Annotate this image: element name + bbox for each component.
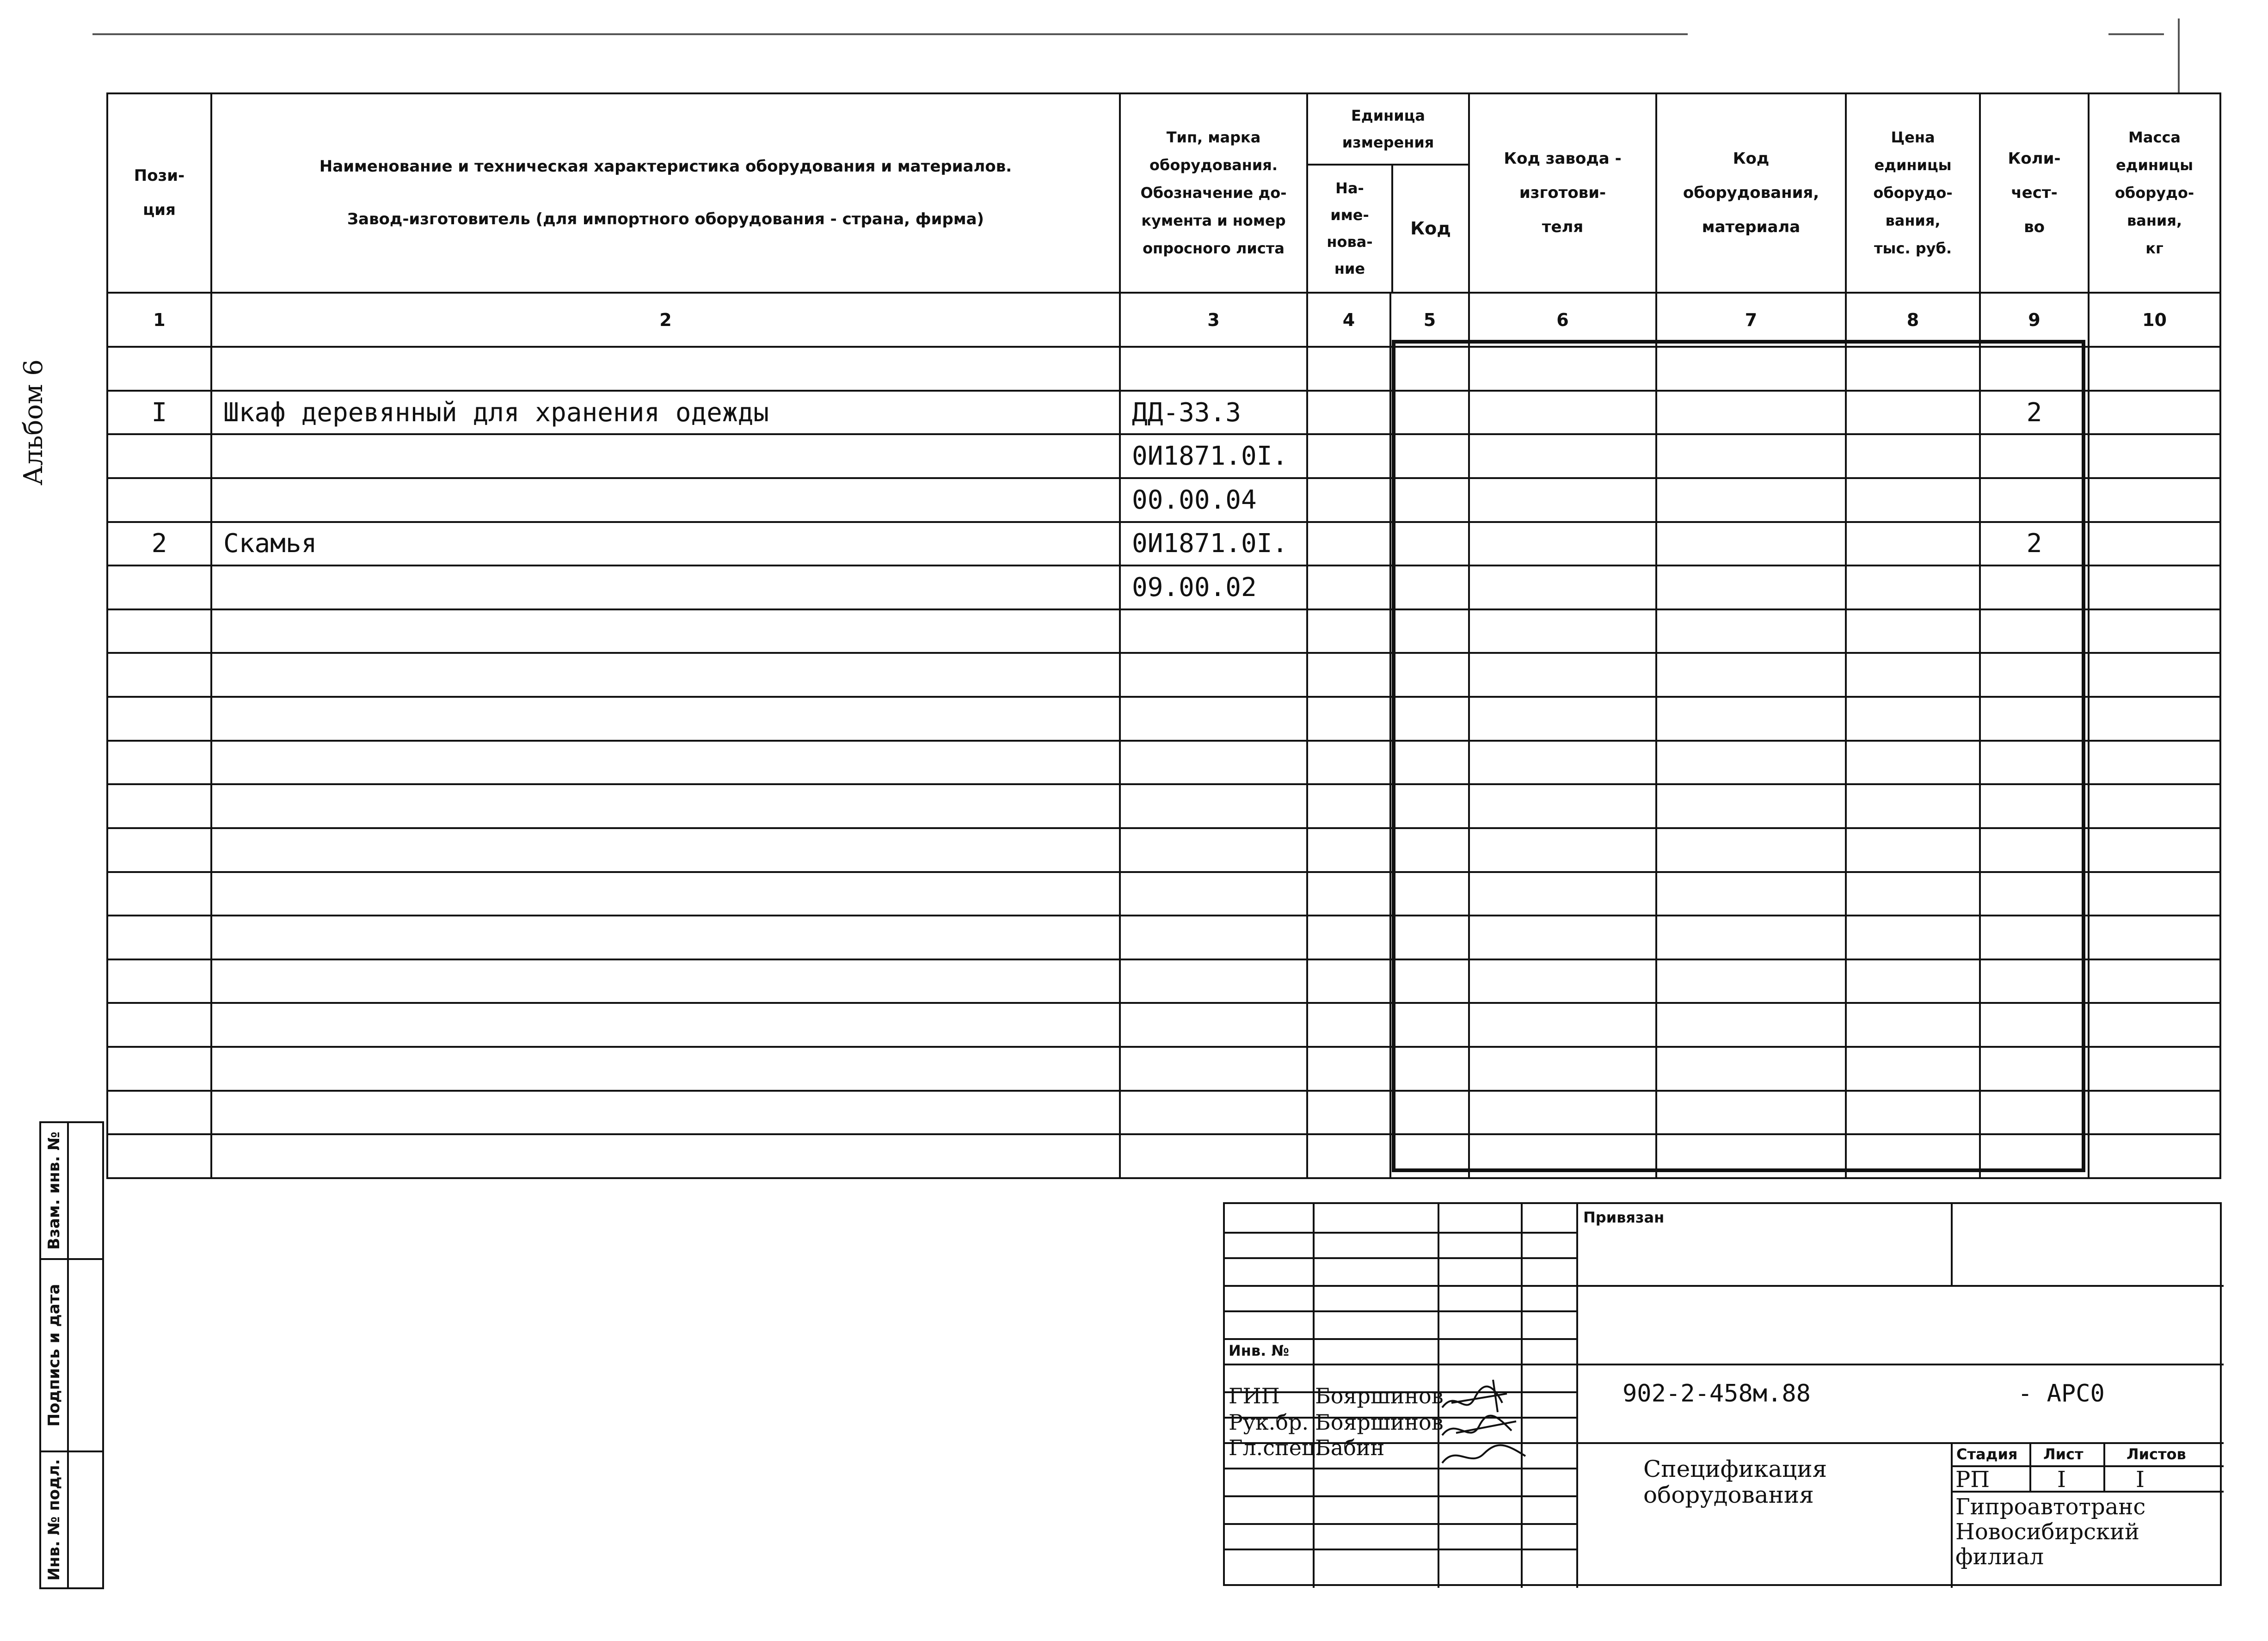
cell-quantity — [1980, 828, 2089, 872]
cell-quantity — [1980, 1091, 2089, 1135]
inv-no-label: Инв. № — [1229, 1342, 1289, 1359]
cell-document — [1120, 1091, 1307, 1135]
cell-unit-code — [1390, 916, 1469, 959]
cell-position — [107, 1134, 211, 1178]
cell-factory-code — [1469, 1134, 1656, 1178]
cell-quantity — [1980, 347, 2089, 391]
header-unit-code: Код — [1392, 165, 1468, 292]
cell-document — [1120, 653, 1307, 697]
cell-unit-code — [1390, 1091, 1469, 1135]
header-row — [107, 93, 2220, 293]
rukbr-role: Рук.бр. — [1229, 1410, 1309, 1435]
cell-factory-code — [1469, 1047, 1656, 1091]
glspec-role: Гл.спец. — [1229, 1435, 1322, 1460]
colnum-2: 2 — [211, 293, 1120, 347]
cell-equipment-code — [1656, 741, 1846, 785]
cell-document — [1120, 697, 1307, 741]
rukbr-name: Бояршинов — [1315, 1410, 1444, 1435]
cell-quantity — [1980, 565, 2089, 609]
table-row — [107, 1091, 2220, 1135]
cell-mass — [2089, 741, 2220, 785]
cell-quantity — [1980, 697, 2089, 741]
cell-name — [211, 347, 1120, 391]
cell-unit-name — [1307, 478, 1390, 522]
cell-equipment-code — [1656, 391, 1846, 435]
header-unit-title-1: Единица — [1351, 107, 1425, 124]
table-row — [107, 959, 2220, 1003]
cell-quantity — [1980, 434, 2089, 478]
cell-mass — [2089, 872, 2220, 916]
table-row — [107, 1047, 2220, 1091]
cell-unit-code — [1390, 959, 1469, 1003]
cell-quantity — [1980, 1134, 2089, 1178]
cell-name: Скамья — [211, 522, 1120, 566]
cell-mass — [2089, 828, 2220, 872]
cell-name — [211, 478, 1120, 522]
side-box-podpis — [39, 1258, 104, 1452]
cell-quantity — [1980, 872, 2089, 916]
gip-name: Бояршинов — [1315, 1383, 1444, 1408]
header-mass: Масса единицы оборудо- вания, кг — [2089, 93, 2220, 293]
cell-unit-code — [1390, 478, 1469, 522]
cell-position — [107, 784, 211, 828]
cell-document: 00.00.04 — [1120, 478, 1307, 522]
cell-quantity — [1980, 959, 2089, 1003]
organization: Гипроавтотранс Новосибирский филиал — [1955, 1494, 2146, 1570]
table-row — [107, 653, 2220, 697]
cell-price — [1846, 1091, 1980, 1135]
table-row — [107, 609, 2220, 653]
cell-unit-name — [1307, 959, 1390, 1003]
cell-quantity — [1980, 1003, 2089, 1047]
cell-factory-code — [1469, 565, 1656, 609]
cell-mass — [2089, 391, 2220, 435]
cell-equipment-code — [1656, 1047, 1846, 1091]
cell-unit-name — [1307, 609, 1390, 653]
header-unit-title-2: измерения — [1342, 134, 1434, 151]
table-row — [107, 347, 2220, 391]
list-value: I — [2057, 1467, 2066, 1493]
cell-unit-name — [1307, 828, 1390, 872]
cell-factory-code — [1469, 959, 1656, 1003]
header-name: Наименование и техническая характеристика оборудования и материалов. Завод-изготовитель (для импортного оборудования - страна, фирма) — [211, 93, 1120, 293]
cell-factory-code — [1469, 916, 1656, 959]
cell-unit-code — [1390, 609, 1469, 653]
cell-position — [107, 565, 211, 609]
table-row — [107, 391, 2220, 435]
cell-factory-code — [1469, 653, 1656, 697]
cell-unit-name — [1307, 1091, 1390, 1135]
top-border-line-right — [2108, 33, 2164, 35]
cell-mass — [2089, 522, 2220, 566]
cell-factory-code — [1469, 609, 1656, 653]
cell-position — [107, 434, 211, 478]
cell-unit-name — [1307, 653, 1390, 697]
cell-position: 2 — [107, 522, 211, 566]
cell-name — [211, 741, 1120, 785]
colnum-5: 5 — [1390, 293, 1469, 347]
side-box-vzam — [39, 1121, 104, 1260]
cell-mass — [2089, 1091, 2220, 1135]
cell-document — [1120, 1134, 1307, 1178]
cell-factory-code — [1469, 478, 1656, 522]
listov-label: Листов — [2127, 1445, 2186, 1463]
stadiya-value: РП — [1955, 1467, 1990, 1493]
cell-price — [1846, 784, 1980, 828]
table-row — [107, 522, 2220, 566]
cell-position — [107, 697, 211, 741]
cell-price — [1846, 434, 1980, 478]
sheet-title: Спецификация оборудования — [1643, 1456, 1827, 1508]
cell-name — [211, 1003, 1120, 1047]
colnum-7: 7 — [1656, 293, 1846, 347]
cell-document — [1120, 872, 1307, 916]
table-row — [107, 478, 2220, 522]
cell-equipment-code — [1656, 959, 1846, 1003]
cell-unit-name — [1307, 872, 1390, 916]
cell-document: 0И1871.0I. — [1120, 434, 1307, 478]
side-box-inv-podl — [39, 1450, 104, 1589]
cell-unit-name — [1307, 697, 1390, 741]
cell-unit-code — [1390, 522, 1469, 566]
cell-position — [107, 1047, 211, 1091]
cell-mass — [2089, 784, 2220, 828]
cell-document — [1120, 828, 1307, 872]
glspec-name: Бабин — [1315, 1435, 1385, 1460]
column-number-row — [107, 293, 2220, 347]
cell-price — [1846, 872, 1980, 916]
cell-unit-code — [1390, 1047, 1469, 1091]
header-quantity: Коли- чест- во — [1980, 93, 2089, 293]
cell-unit-code — [1390, 828, 1469, 872]
cell-name — [211, 697, 1120, 741]
cell-price — [1846, 478, 1980, 522]
cell-equipment-code — [1656, 784, 1846, 828]
cell-price — [1846, 347, 1980, 391]
cell-equipment-code — [1656, 1091, 1846, 1135]
cell-price — [1846, 522, 1980, 566]
cell-equipment-code — [1656, 916, 1846, 959]
colnum-10: 10 — [2089, 293, 2220, 347]
header-unit-name: На- име- нова- ние — [1308, 165, 1392, 292]
cell-unit-name — [1307, 1003, 1390, 1047]
cell-position — [107, 872, 211, 916]
header-unit-group — [1307, 93, 1469, 293]
cell-name — [211, 916, 1120, 959]
top-border-line — [92, 33, 1688, 35]
cell-equipment-code — [1656, 828, 1846, 872]
cell-position — [107, 653, 211, 697]
cell-mass — [2089, 959, 2220, 1003]
cell-factory-code — [1469, 522, 1656, 566]
cell-unit-code — [1390, 872, 1469, 916]
cell-unit-name — [1307, 916, 1390, 959]
table-row — [107, 697, 2220, 741]
cell-unit-name — [1307, 1047, 1390, 1091]
cell-unit-code — [1390, 391, 1469, 435]
cell-factory-code — [1469, 1091, 1656, 1135]
cell-document — [1120, 784, 1307, 828]
cell-name — [211, 872, 1120, 916]
right-border-stub — [2178, 18, 2180, 92]
cell-equipment-code — [1656, 434, 1846, 478]
cell-position — [107, 1003, 211, 1047]
cell-document — [1120, 609, 1307, 653]
cell-document — [1120, 916, 1307, 959]
doc-code: 902-2-458м.88 — [1623, 1380, 1811, 1407]
cell-equipment-code — [1656, 697, 1846, 741]
cell-equipment-code — [1656, 609, 1846, 653]
table-row — [107, 1134, 2220, 1178]
cell-quantity — [1980, 653, 2089, 697]
cell-unit-code — [1390, 697, 1469, 741]
cell-mass — [2089, 434, 2220, 478]
cell-price — [1846, 1134, 1980, 1178]
table-row — [107, 1003, 2220, 1047]
cell-equipment-code — [1656, 565, 1846, 609]
colnum-1: 1 — [107, 293, 211, 347]
cell-factory-code — [1469, 828, 1656, 872]
cell-equipment-code — [1656, 653, 1846, 697]
cell-position — [107, 347, 211, 391]
cell-mass — [2089, 347, 2220, 391]
cell-equipment-code — [1656, 1134, 1846, 1178]
cell-position — [107, 959, 211, 1003]
cell-price — [1846, 1047, 1980, 1091]
cell-price — [1846, 609, 1980, 653]
header-type: Тип, марка оборудования. Обозначение до- кумента и номер опросного листа — [1120, 93, 1307, 293]
table-row — [107, 434, 2220, 478]
cell-name — [211, 1091, 1120, 1135]
cell-unit-name — [1307, 347, 1390, 391]
cell-unit-code — [1390, 741, 1469, 785]
cell-quantity — [1980, 609, 2089, 653]
cell-unit-name — [1307, 434, 1390, 478]
cell-quantity — [1980, 741, 2089, 785]
gip-role: ГИП — [1229, 1383, 1280, 1408]
header-equipment-code: Код оборудования, материала — [1656, 93, 1846, 293]
cell-factory-code — [1469, 1003, 1656, 1047]
table-row — [107, 872, 2220, 916]
album-label: Альбом 6 — [18, 359, 49, 486]
colnum-6: 6 — [1469, 293, 1656, 347]
table-row — [107, 784, 2220, 828]
table-row — [107, 916, 2220, 959]
cell-unit-name — [1307, 1134, 1390, 1178]
cell-equipment-code — [1656, 478, 1846, 522]
cell-unit-code — [1390, 1134, 1469, 1178]
cell-unit-code — [1390, 565, 1469, 609]
cell-mass — [2089, 609, 2220, 653]
cell-mass — [2089, 653, 2220, 697]
cell-quantity: 2 — [1980, 391, 2089, 435]
cell-price — [1846, 565, 1980, 609]
cell-unit-code — [1390, 347, 1469, 391]
cell-document — [1120, 347, 1307, 391]
cell-position — [107, 609, 211, 653]
specification-table — [106, 92, 2221, 1179]
cell-quantity — [1980, 784, 2089, 828]
cell-unit-name — [1307, 522, 1390, 566]
cell-name — [211, 609, 1120, 653]
cell-mass — [2089, 1003, 2220, 1047]
cell-unit-name — [1307, 741, 1390, 785]
cell-document — [1120, 1047, 1307, 1091]
cell-name — [211, 1134, 1120, 1178]
cell-document — [1120, 1003, 1307, 1047]
cell-name — [211, 784, 1120, 828]
cell-name: Шкаф деревянный для хранения одежды — [211, 391, 1120, 435]
cell-factory-code — [1469, 741, 1656, 785]
side-label-inv-podl: Инв. № подл. — [45, 1459, 63, 1581]
cell-price — [1846, 697, 1980, 741]
list-label: Лист — [2043, 1445, 2084, 1463]
cell-quantity: 2 — [1980, 522, 2089, 566]
doc-suffix: - АРС0 — [2018, 1380, 2105, 1407]
colnum-8: 8 — [1846, 293, 1980, 347]
header-price: Цена единицы оборудо- вания, тыс. руб. — [1846, 93, 1980, 293]
cell-mass — [2089, 916, 2220, 959]
cell-unit-code — [1390, 1003, 1469, 1047]
colnum-4: 4 — [1307, 293, 1390, 347]
cell-unit-name — [1307, 565, 1390, 609]
listov-value: I — [2136, 1467, 2145, 1493]
cell-equipment-code — [1656, 872, 1846, 916]
cell-document: 09.00.02 — [1120, 565, 1307, 609]
table-row — [107, 828, 2220, 872]
privyazan-label: Привязан — [1583, 1209, 1665, 1226]
cell-quantity — [1980, 1047, 2089, 1091]
cell-quantity — [1980, 478, 2089, 522]
cell-position — [107, 478, 211, 522]
cell-mass — [2089, 1047, 2220, 1091]
cell-factory-code — [1469, 697, 1656, 741]
cell-document: ДД-33.3 — [1120, 391, 1307, 435]
cell-document — [1120, 959, 1307, 1003]
cell-equipment-code — [1656, 1003, 1846, 1047]
cell-factory-code — [1469, 391, 1656, 435]
cell-document: 0И1871.0I. — [1120, 522, 1307, 566]
cell-factory-code — [1469, 784, 1656, 828]
cell-price — [1846, 916, 1980, 959]
cell-position — [107, 916, 211, 959]
cell-name — [211, 959, 1120, 1003]
table-row — [107, 565, 2220, 609]
signature-marks — [1438, 1375, 1530, 1472]
cell-unit-code — [1390, 434, 1469, 478]
cell-position — [107, 741, 211, 785]
table-row — [107, 741, 2220, 785]
stadiya-label: Стадия — [1956, 1445, 2018, 1463]
cell-mass — [2089, 697, 2220, 741]
cell-position: I — [107, 391, 211, 435]
cell-unit-code — [1390, 653, 1469, 697]
cell-name — [211, 828, 1120, 872]
cell-quantity — [1980, 916, 2089, 959]
cell-unit-name — [1307, 391, 1390, 435]
cell-price — [1846, 1003, 1980, 1047]
cell-price — [1846, 959, 1980, 1003]
title-block — [1223, 1202, 2222, 1586]
colnum-9: 9 — [1980, 293, 2089, 347]
cell-factory-code — [1469, 347, 1656, 391]
cell-equipment-code — [1656, 522, 1846, 566]
cell-name — [211, 565, 1120, 609]
cell-position — [107, 1091, 211, 1135]
cell-price — [1846, 653, 1980, 697]
side-label-podpis: Подпись и дата — [45, 1284, 63, 1427]
cell-mass — [2089, 1134, 2220, 1178]
cell-factory-code — [1469, 434, 1656, 478]
cell-price — [1846, 828, 1980, 872]
cell-position — [107, 828, 211, 872]
cell-name — [211, 653, 1120, 697]
colnum-3: 3 — [1120, 293, 1307, 347]
cell-name — [211, 434, 1120, 478]
cell-mass — [2089, 478, 2220, 522]
side-label-vzam: Взам. инв. № — [45, 1131, 63, 1250]
cell-unit-name — [1307, 784, 1390, 828]
cell-mass — [2089, 565, 2220, 609]
header-factory-code: Код завода - изготови- теля — [1469, 93, 1656, 293]
header-position: Пози- ция — [107, 93, 211, 293]
cell-name — [211, 1047, 1120, 1091]
cell-document — [1120, 741, 1307, 785]
cell-equipment-code — [1656, 347, 1846, 391]
cell-price — [1846, 741, 1980, 785]
cell-factory-code — [1469, 872, 1656, 916]
cell-unit-code — [1390, 784, 1469, 828]
cell-price — [1846, 391, 1980, 435]
